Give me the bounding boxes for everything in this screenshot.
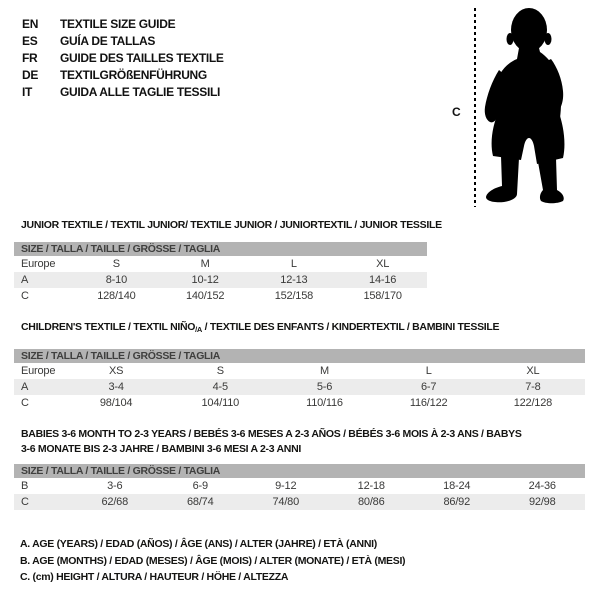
value-cell: S xyxy=(112,258,120,270)
value-cell: 3-6 xyxy=(107,480,123,492)
table-row-age xyxy=(14,272,427,288)
note-age-months: B. AGE (MONTHS) / EDAD (MESES) / ÂGE (MOIS) / ALTER (MONATE) / ETÀ (MESI) xyxy=(20,554,406,567)
language-row-es xyxy=(22,33,224,50)
value-cell: 62/68 xyxy=(101,496,129,508)
value-cell: 6-9 xyxy=(192,480,208,492)
value-cell: 92/98 xyxy=(528,496,556,508)
row-label-cell: A xyxy=(21,381,29,393)
value-cell: 104/110 xyxy=(201,397,240,409)
row-label-cell: A xyxy=(21,274,29,286)
childrens-table-title xyxy=(21,321,585,336)
value-cell: 152/158 xyxy=(274,290,314,302)
babies-size-table xyxy=(14,478,585,510)
value-cell: 9-12 xyxy=(275,480,297,492)
value-cell: 18-24 xyxy=(443,480,471,492)
junior-textile-section xyxy=(14,219,442,304)
measure-label-c: C xyxy=(452,105,461,119)
language-title: GUIDE DES TAILLES TEXTILE xyxy=(60,51,224,65)
note-age-years: A. AGE (YEARS) / EDAD (AÑOS) / ÂGE (ANS) / ALTER (JAHRE) / ETÀ (ANNI) xyxy=(20,538,377,550)
value-cell: 7-8 xyxy=(525,381,541,393)
note-height-cm: C. (cm) HEIGHT / ALTURA / HAUTEUR / HÖHE / ALTEZZA xyxy=(20,571,289,583)
language-title: TEXTILE SIZE GUIDE xyxy=(60,17,176,31)
junior-table-title: JUNIOR TEXTILE / TEXTIL JUNIOR/ TEXTILE JUNIOR / JUNIORTEXTIL / JUNIOR TESSILE xyxy=(21,219,442,231)
language-row-fr xyxy=(22,50,224,67)
title-subscript: /A xyxy=(195,325,203,334)
language-row-it xyxy=(22,84,224,101)
babies-table-title: BABIES 3-6 MONTH TO 2-3 YEARS / BEBÉS 3-6 MESES A 2-3 AÑOS / BÉBÉS 3-6 MOIS À 2-3 ANS / BABYS 3-6 MONATE BIS 2-3 JAHRE / BAMBINI 3-6 MESI A 2-3 ANNI xyxy=(21,428,522,455)
language-code: DE xyxy=(22,68,39,82)
size-header-bar: SIZE / TALLA / TAILLE / GRÖSSE / TAGLIA xyxy=(14,242,427,256)
table-row-europe xyxy=(14,256,427,272)
language-code: FR xyxy=(22,51,38,65)
row-label-cell: Europe xyxy=(21,258,56,270)
toddler-silhouette-icon xyxy=(483,6,569,208)
value-cell: M xyxy=(200,258,210,270)
value-cell: M xyxy=(319,365,329,377)
value-cell: L xyxy=(290,258,297,270)
title-text: CHILDREN'S TEXTILE / TEXTIL NIÑO xyxy=(21,321,196,333)
junior-size-table xyxy=(14,256,427,304)
language-code: ES xyxy=(22,34,38,48)
size-header-bar: SIZE / TALLA / TAILLE / GRÖSSE / TAGLIA xyxy=(14,349,585,363)
table-row-height xyxy=(14,395,585,411)
title-text: / TEXTILE DES ENFANTS / KINDERTEXTIL / BAMBINI TESSILE xyxy=(202,321,500,333)
table-row-height xyxy=(14,494,585,510)
row-label-cell: B xyxy=(21,480,29,492)
table-row-height xyxy=(14,288,427,304)
language-code: EN xyxy=(22,17,39,31)
language-row-en xyxy=(22,16,224,33)
value-cell: 122/128 xyxy=(513,397,553,409)
value-cell: 12-18 xyxy=(357,480,385,492)
table-row-europe xyxy=(14,363,585,379)
childrens-textile-section xyxy=(14,321,585,411)
table-row-age xyxy=(14,379,585,395)
value-cell: 3-4 xyxy=(108,381,124,393)
value-cell: XS xyxy=(108,365,124,377)
row-label-cell: C xyxy=(21,397,29,409)
row-label-cell: C xyxy=(21,290,29,302)
babies-textile-section xyxy=(14,427,585,510)
value-cell: 158/170 xyxy=(363,290,402,302)
value-cell: 86/92 xyxy=(443,496,471,508)
value-cell: 4-5 xyxy=(212,381,228,393)
value-cell: 110/116 xyxy=(306,397,343,409)
size-header-bar: SIZE / TALLA / TAILLE / GRÖSSE / TAGLIA xyxy=(14,464,585,478)
language-row-de xyxy=(22,67,224,84)
value-cell: 98/104 xyxy=(99,397,133,409)
row-label-cell: Europe xyxy=(21,365,56,377)
language-title-list xyxy=(22,16,224,101)
value-cell: 128/140 xyxy=(97,290,136,302)
value-cell: 5-6 xyxy=(316,381,333,393)
value-cell: 68/74 xyxy=(186,496,214,508)
value-cell: 8-10 xyxy=(105,274,127,286)
value-cell: 74/80 xyxy=(272,496,300,508)
value-cell: 12-13 xyxy=(280,274,308,286)
childrens-size-table xyxy=(14,363,585,411)
value-cell: 80/86 xyxy=(357,496,385,508)
language-code: IT xyxy=(22,85,33,99)
value-cell: XL xyxy=(376,258,390,270)
height-measure-dashed-line xyxy=(474,8,476,207)
value-cell: 24-36 xyxy=(528,480,556,492)
value-cell: 14-16 xyxy=(369,274,397,286)
value-cell: 116/122 xyxy=(409,397,448,409)
language-title: TEXTILGRÖßENFÜHRUNG xyxy=(60,68,207,82)
value-cell: 140/152 xyxy=(185,290,225,302)
language-title: GUÍA DE TALLAS xyxy=(60,34,156,48)
language-title: GUIDA ALLE TAGLIE TESSILI xyxy=(60,85,221,99)
value-cell: S xyxy=(216,365,224,377)
row-label-cell: C xyxy=(21,496,29,508)
table-row-age-months xyxy=(14,478,585,494)
value-cell: 10-12 xyxy=(191,274,219,286)
legend-notes xyxy=(20,536,405,586)
value-cell: L xyxy=(425,365,432,377)
value-cell: 6-7 xyxy=(421,381,437,393)
value-cell: XL xyxy=(526,365,540,377)
